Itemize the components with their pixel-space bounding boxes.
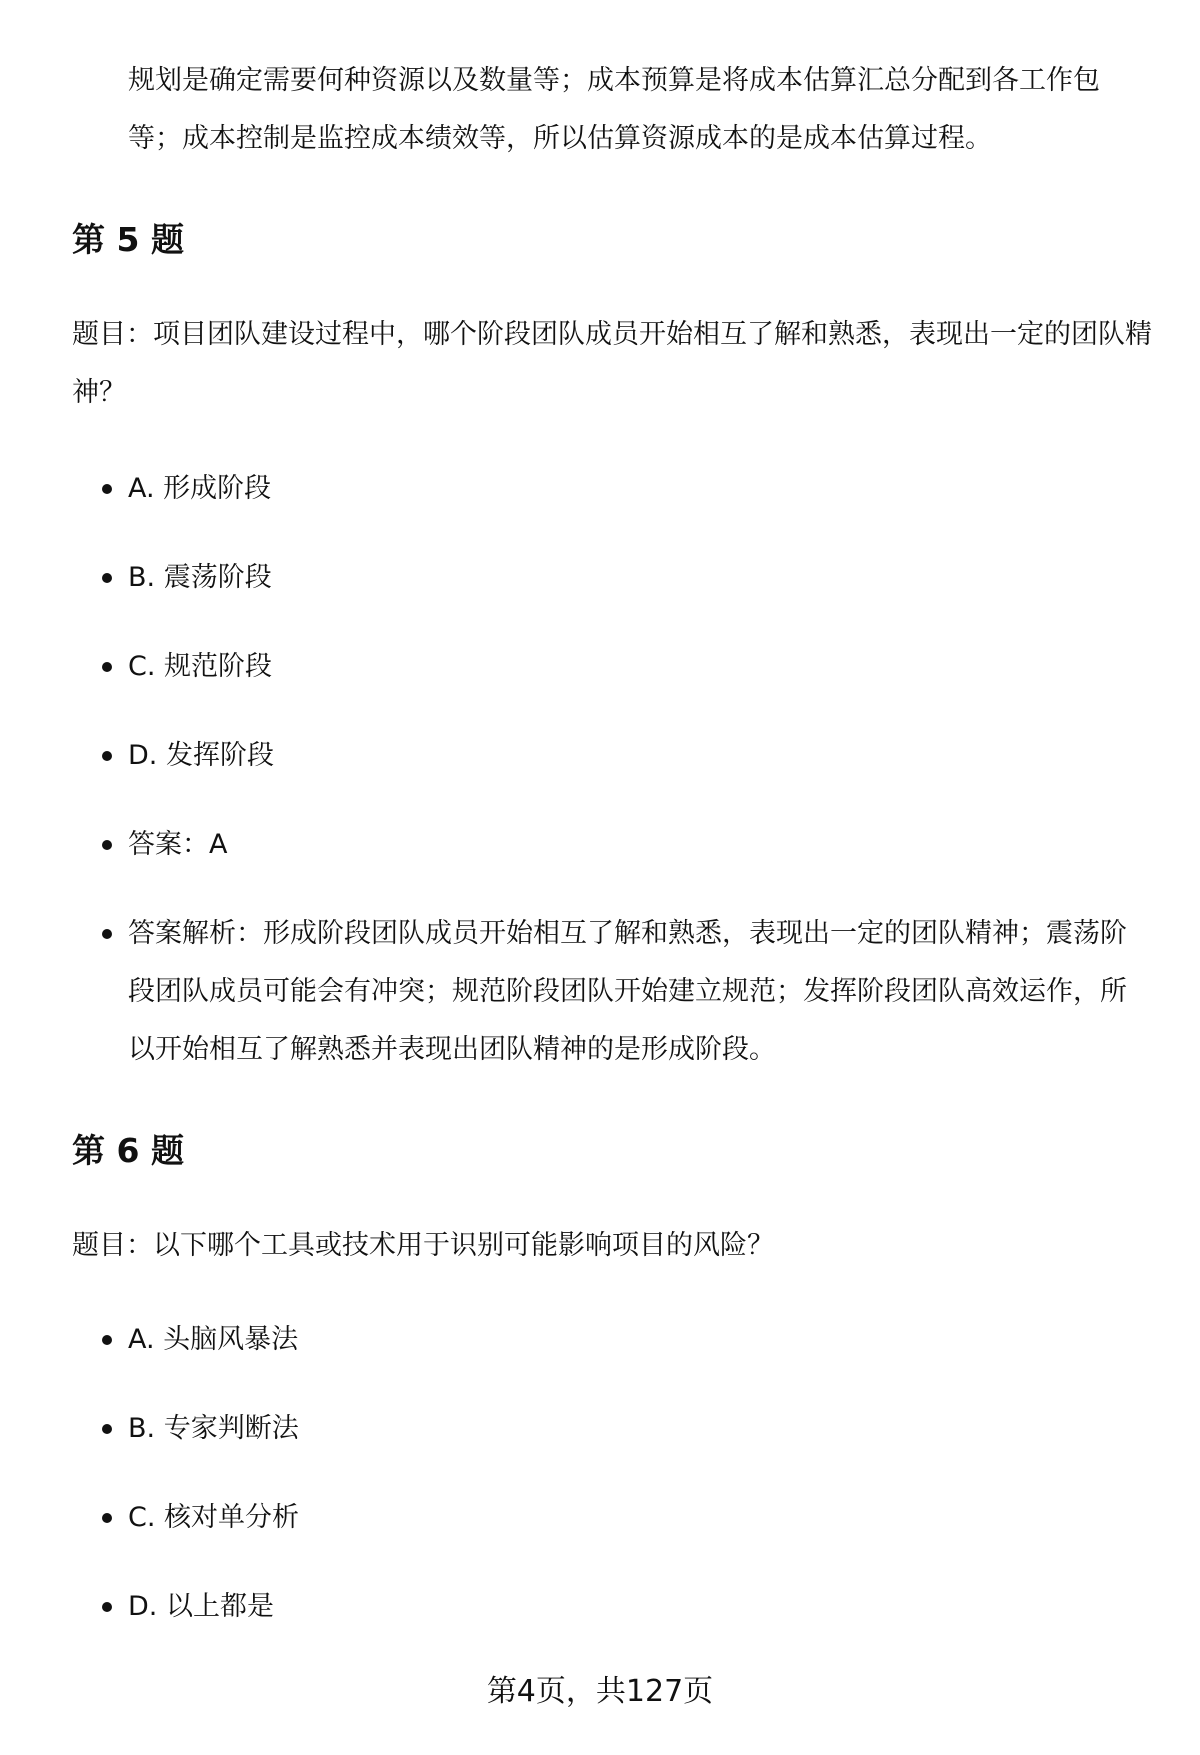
question-6-option-d: D. 以上都是: [128, 1578, 1138, 1636]
page-number-footer: 第4页，共127页: [486, 1674, 714, 1709]
question-5-option-b: B. 震荡阶段: [128, 549, 1138, 607]
question-5-option-d: D. 发挥阶段: [128, 727, 1138, 785]
question-5-option-c: C. 规范阶段: [128, 638, 1138, 696]
question-6-heading: 第 6 题: [72, 1131, 184, 1170]
question-5-explanation: 答案解析：形成阶段团队成员开始相互了解和熟悉，表现出一定的团队精神；震荡阶段团队成员可能会有冲突；规范阶段团队开始建立规范；发挥阶段团队高效运作，所以开始相互了解熟悉并表现出团队精神的是形成阶段。: [128, 905, 1138, 1079]
question-5-option-a: A. 形成阶段: [128, 460, 1138, 518]
question-6-option-b: B. 专家判断法: [128, 1400, 1138, 1458]
question-5-answer: 答案：A: [128, 816, 1138, 874]
question-6-option-c: C. 核对单分析: [128, 1489, 1138, 1547]
previous-explanation-continuation: 规划是确定需要何种资源以及数量等；成本预算是将成本估算汇总分配到各工作包等；成本控制是监控成本绩效等，所以估算资源成本的是成本估算过程。: [128, 65, 1100, 154]
question-6-option-a: A. 头脑风暴法: [128, 1311, 1138, 1369]
question-6-text: 题目：以下哪个工具或技术用于识别可能影响项目的风险？: [72, 1230, 774, 1261]
question-5-heading: 第 5 题: [72, 220, 184, 259]
question-5-text: 题目：项目团队建设过程中，哪个阶段团队成员开始相互了解和熟悉，表现出一定的团队精神？: [72, 319, 1152, 408]
